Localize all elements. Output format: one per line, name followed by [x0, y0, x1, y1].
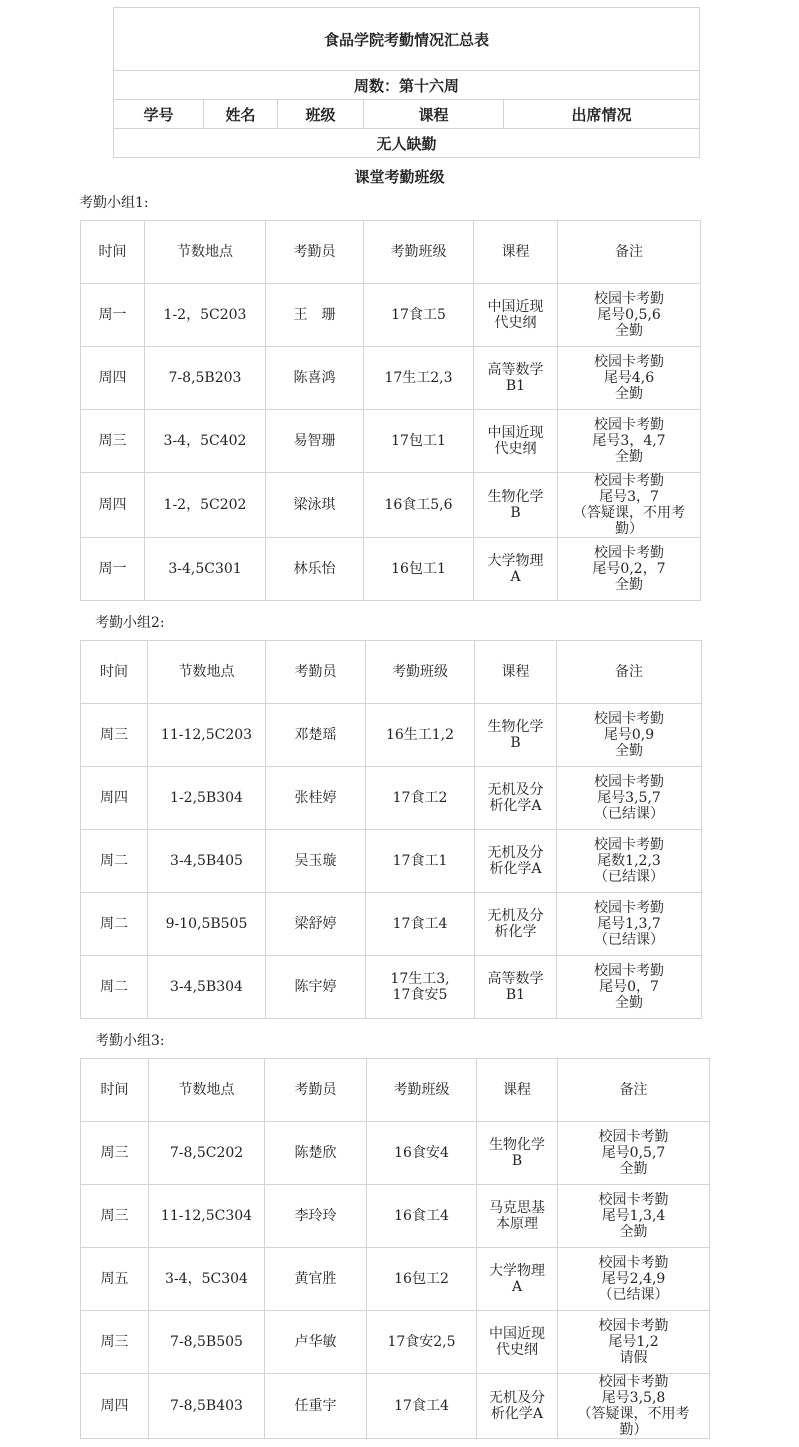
header-row [81, 221, 701, 284]
class-cell: 16食安4 [367, 1122, 477, 1185]
note-cell [558, 347, 701, 410]
course-cell-line: 无机及分 [489, 1390, 545, 1406]
course-cell [477, 1311, 558, 1374]
course-cell [477, 1248, 558, 1311]
course-cell [475, 956, 557, 1019]
attendance-group-1-table [80, 220, 701, 601]
note-cell-line: 尾号3，7 [599, 489, 659, 505]
course-cell-line: 中国近现 [489, 1326, 545, 1342]
note-cell-line: 校园卡考勤 [594, 900, 664, 916]
day-cell: 周二 [81, 893, 148, 956]
table-row [81, 1311, 710, 1374]
note-cell-line: 尾号0,5,6 [597, 307, 661, 323]
attendance-group-2-table [80, 640, 702, 1019]
class-cell: 16生工1,2 [366, 704, 475, 767]
note-cell [558, 538, 701, 601]
note-cell-line: 校园卡考勤 [598, 1192, 669, 1208]
section-title: 课堂考勤班级 [354, 168, 445, 186]
note-cell-line: 尾号3,5,8 [601, 1390, 666, 1406]
class-cell [366, 956, 475, 1019]
class-cell: 17食工5 [364, 284, 474, 347]
slot-location-cell: 7-8,5B203 [145, 347, 266, 410]
note-cell [558, 1311, 710, 1374]
note-cell-line: 全勤 [619, 1161, 648, 1177]
table-row [81, 410, 701, 473]
table-row [81, 284, 701, 347]
slot-location-cell: 1-2，5C203 [145, 284, 266, 347]
class-cell: 16包工2 [367, 1248, 477, 1311]
note-cell-line: 请假 [619, 1350, 648, 1366]
course-cell-line: B [510, 505, 521, 521]
class-cell: 16食工4 [367, 1185, 477, 1248]
note-cell-line: 校园卡考勤 [598, 1255, 669, 1271]
summary-title: 食品学院考勤情况汇总表 [114, 8, 700, 71]
course-cell [474, 410, 558, 473]
table-row [81, 538, 701, 601]
checker-cell: 李玲玲 [265, 1185, 367, 1248]
table-row [81, 893, 702, 956]
group-label-3: 考勤小组3: [95, 1033, 165, 1049]
table-row [81, 956, 702, 1019]
slot-location-cell: 3-4，5C304 [149, 1248, 265, 1311]
course-cell-line: B [510, 735, 521, 751]
day-cell: 周一 [81, 284, 145, 347]
note-cell-line: 校园卡考勤 [598, 1374, 669, 1390]
class-cell: 17食工2 [366, 767, 475, 830]
table-row [81, 1248, 710, 1311]
header-slot-location: 节数地点 [149, 1059, 265, 1122]
group-label-1: 考勤小组1: [79, 195, 149, 211]
course-cell-line: 高等数学 [487, 362, 544, 378]
course-cell [475, 893, 557, 956]
class-cell: 17食安2,5 [367, 1311, 477, 1374]
note-cell-line: 全勤 [615, 743, 643, 759]
course-cell-line: 生物化学 [487, 489, 544, 505]
course-cell [474, 538, 558, 601]
note-cell-line: （已结课） [594, 806, 664, 822]
day-cell: 周五 [81, 1248, 149, 1311]
checker-cell: 林乐怡 [266, 538, 364, 601]
course-cell-line: 生物化学 [487, 719, 544, 735]
day-cell: 周四 [81, 767, 148, 830]
note-cell-line: 尾号1,3,4 [601, 1208, 666, 1224]
course-cell [475, 767, 557, 830]
day-cell: 周二 [81, 830, 148, 893]
note-cell-line: 尾号0,5,7 [601, 1145, 666, 1161]
course-cell-line: 大学物理 [489, 1263, 545, 1279]
note-cell [558, 1185, 710, 1248]
course-cell-line: 无机及分 [487, 908, 544, 924]
course-cell-line: 中国近现 [487, 299, 544, 315]
note-cell-line: （已结课） [594, 932, 664, 948]
note-cell-line: 校园卡考勤 [594, 837, 664, 853]
note-cell-line: 校园卡考勤 [594, 774, 664, 790]
course-cell [475, 704, 557, 767]
note-cell-line: 全勤 [615, 386, 643, 402]
header-class: 班级 [278, 100, 364, 129]
header-class: 考勤班级 [366, 641, 475, 704]
course-cell-line: A [511, 1279, 523, 1295]
header-student-id: 学号 [114, 100, 204, 129]
note-cell-line: 尾号0,2，7 [592, 561, 666, 577]
header-checker: 考勤员 [265, 1059, 367, 1122]
note-cell-line: 全勤 [615, 995, 643, 1011]
note-cell [558, 1374, 710, 1439]
table-row [81, 830, 702, 893]
note-cell-line: 尾号2,4,9 [601, 1271, 666, 1287]
course-cell-line: 析化学A [489, 861, 542, 877]
note-cell-line: 校园卡考勤 [594, 473, 664, 489]
course-cell [477, 1374, 558, 1439]
checker-cell: 梁舒婷 [266, 893, 366, 956]
day-cell: 周四 [81, 347, 145, 410]
header-attendance: 出席情况 [504, 100, 700, 129]
week-label: 周数：第十六周 [114, 71, 700, 100]
note-cell-line: 校园卡考勤 [594, 545, 664, 561]
note-cell [558, 1122, 710, 1185]
slot-location-cell: 7-8,5C202 [149, 1122, 265, 1185]
course-cell-line: 代史纲 [496, 1342, 538, 1358]
checker-cell: 任重宇 [265, 1374, 367, 1439]
note-cell-line: 尾号0，7 [599, 979, 659, 995]
note-cell-line: 勤） [619, 1422, 648, 1438]
course-cell [477, 1122, 558, 1185]
header-time: 时间 [81, 1059, 149, 1122]
note-cell [557, 956, 702, 1019]
slot-location-cell: 7-8,5B403 [149, 1374, 265, 1439]
day-cell: 周三 [81, 1185, 149, 1248]
day-cell: 周四 [81, 1374, 149, 1439]
slot-location-cell: 3-4，5C402 [145, 410, 266, 473]
header-note: 备注 [558, 221, 701, 284]
header-note: 备注 [557, 641, 702, 704]
note-cell-line: 校园卡考勤 [594, 417, 664, 433]
slot-location-cell: 3-4,5B405 [148, 830, 266, 893]
note-cell-line: （已结课） [594, 869, 664, 885]
slot-location-cell: 3-4,5B304 [148, 956, 266, 1019]
day-cell: 周一 [81, 538, 145, 601]
course-cell-line: 生物化学 [489, 1137, 545, 1153]
note-cell-line: 勤） [615, 521, 643, 537]
slot-location-cell: 1-2，5C202 [145, 473, 266, 538]
table-row [81, 1185, 710, 1248]
course-cell-line: 析化学 [494, 924, 537, 940]
day-cell: 周三 [81, 410, 145, 473]
note-cell [557, 767, 702, 830]
course-cell-line: 大学物理 [487, 553, 544, 569]
note-cell [557, 830, 702, 893]
checker-cell: 张桂婷 [266, 767, 366, 830]
note-cell-line: （答疑课，不用考 [573, 505, 685, 521]
class-cell: 17食工1 [366, 830, 475, 893]
header-course: 课程 [474, 221, 558, 284]
note-cell-line: 校园卡考勤 [594, 963, 664, 979]
header-course: 课程 [475, 641, 557, 704]
header-checker: 考勤员 [266, 221, 364, 284]
note-cell-line: 校园卡考勤 [598, 1129, 669, 1145]
class-cell: 17食工4 [367, 1374, 477, 1439]
slot-location-cell: 3-4,5C301 [145, 538, 266, 601]
header-row [81, 641, 702, 704]
class-cell: 17生工2,3 [364, 347, 474, 410]
table-row [81, 704, 702, 767]
slot-location-cell: 7-8,5B505 [149, 1311, 265, 1374]
table-row [81, 1374, 710, 1439]
note-cell-line: 校园卡考勤 [594, 711, 664, 727]
course-cell [475, 830, 557, 893]
header-time: 时间 [81, 221, 145, 284]
header-note: 备注 [558, 1059, 710, 1122]
note-cell-line: 校园卡考勤 [598, 1318, 669, 1334]
note-cell-line: 尾号4,6 [603, 370, 655, 386]
note-cell [557, 704, 702, 767]
header-class: 考勤班级 [367, 1059, 477, 1122]
course-cell-line: 无机及分 [487, 845, 544, 861]
class-cell: 17食工4 [366, 893, 475, 956]
note-cell [558, 1248, 710, 1311]
note-cell-line: 尾号3，4,7 [592, 433, 666, 449]
header-time: 时间 [81, 641, 148, 704]
checker-cell: 陈宇婷 [266, 956, 366, 1019]
checker-cell: 王 珊 [266, 284, 364, 347]
header-row [81, 1059, 710, 1122]
header-slot-location: 节数地点 [148, 641, 266, 704]
course-cell-line: B1 [505, 987, 526, 1003]
header-course: 课程 [477, 1059, 558, 1122]
header-name: 姓名 [204, 100, 278, 129]
note-cell-line: 全勤 [615, 449, 643, 465]
group-label-2: 考勤小组2: [95, 615, 165, 631]
note-cell-line: 校园卡考勤 [594, 291, 664, 307]
course-cell [474, 347, 558, 410]
course-cell-line: 代史纲 [494, 441, 537, 457]
note-cell-line: 尾数1,2,3 [597, 853, 661, 869]
day-cell: 周三 [81, 1311, 149, 1374]
note-cell-line: 校园卡考勤 [594, 354, 664, 370]
note-cell-line: 尾号3,5,7 [597, 790, 661, 806]
class-cell-line: 17生工3, [390, 971, 450, 987]
note-cell-line: 尾号0,9 [603, 727, 655, 743]
note-cell-line: 尾号1,2 [608, 1334, 659, 1350]
attendance-summary-table [113, 7, 700, 158]
course-cell-line: B1 [505, 378, 526, 394]
note-cell-line: 全勤 [615, 323, 643, 339]
checker-cell: 陈喜鸿 [266, 347, 364, 410]
course-cell-line: 析化学A [489, 798, 542, 814]
note-cell [557, 893, 702, 956]
note-cell-line: （已结课） [598, 1287, 669, 1303]
course-cell [474, 473, 558, 538]
class-cell: 16食工5,6 [364, 473, 474, 538]
course-cell-line: 析化学A [490, 1406, 544, 1422]
attendance-group-3-table [80, 1058, 710, 1439]
class-cell-line: 17食安5 [392, 987, 448, 1003]
absence-status: 无人缺勤 [114, 129, 700, 158]
note-cell-line: 全勤 [615, 577, 643, 593]
course-cell-line: B [511, 1153, 523, 1169]
day-cell: 周三 [81, 1122, 149, 1185]
course-cell-line: 中国近现 [487, 425, 544, 441]
day-cell: 周三 [81, 704, 148, 767]
course-cell-line: 代史纲 [494, 315, 537, 331]
note-cell [558, 473, 701, 538]
checker-cell: 陈楚欣 [265, 1122, 367, 1185]
checker-cell: 易智珊 [266, 410, 364, 473]
class-cell: 17包工1 [364, 410, 474, 473]
day-cell: 周四 [81, 473, 145, 538]
slot-location-cell: 11-12,5C304 [149, 1185, 265, 1248]
note-cell-line: （答疑课，不用考 [577, 1406, 690, 1422]
checker-cell: 卢华敏 [265, 1311, 367, 1374]
course-cell [477, 1185, 558, 1248]
header-course: 课程 [364, 100, 504, 129]
slot-location-cell: 11-12,5C203 [148, 704, 266, 767]
course-cell-line: 马克思基 [489, 1200, 545, 1216]
checker-cell: 黄官胜 [265, 1248, 367, 1311]
course-cell [474, 284, 558, 347]
header-class: 考勤班级 [364, 221, 474, 284]
note-cell-line: 尾号1,3,7 [597, 916, 661, 932]
table-row [81, 347, 701, 410]
note-cell [558, 284, 701, 347]
header-slot-location: 节数地点 [145, 221, 266, 284]
slot-location-cell: 1-2,5B304 [148, 767, 266, 830]
course-cell-line: 无机及分 [487, 782, 544, 798]
course-cell-line: 本原理 [496, 1216, 538, 1232]
table-row [81, 1122, 710, 1185]
note-cell-line: 全勤 [619, 1224, 648, 1240]
course-cell-line: A [510, 569, 521, 585]
slot-location-cell: 9-10,5B505 [148, 893, 266, 956]
note-cell [558, 410, 701, 473]
checker-cell: 邓楚瑶 [266, 704, 366, 767]
class-cell: 16包工1 [364, 538, 474, 601]
checker-cell: 梁泳琪 [266, 473, 364, 538]
course-cell-line: 高等数学 [487, 971, 544, 987]
header-checker: 考勤员 [266, 641, 366, 704]
day-cell: 周二 [81, 956, 148, 1019]
checker-cell: 吴玉璇 [266, 830, 366, 893]
table-row [81, 767, 702, 830]
table-row [81, 473, 701, 538]
